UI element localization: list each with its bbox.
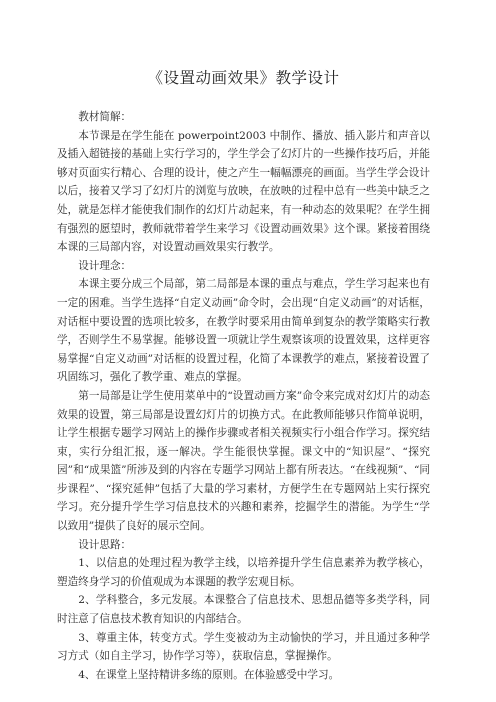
section-heading: 设计理念：	[78, 259, 132, 272]
list-item: 2、学科整合，多元发展。本课整合了信息技术、思想品德等多类学科，同时注意了信息技术教育知识的内部结合。	[57, 594, 430, 626]
list-item: 4、在课堂上坚持精讲多练的原则。在体验感受中学习。	[78, 668, 340, 681]
paragraph: 本课主要分成三个局部，第二局部是本课的重点与难点，学生学习起来也有一定的困难。当学生选择“自定义动画”命令时，会出现“自定义动画”的对话框，对话框中要设置的选项比较多，在教学时要采用由简单到复杂的教学策略实行教学，否则学生不易掌握。能够设置一项就让学生观察该项的设置效果，这样更容易掌握“自定义动画”对话框的设置过程，化简了本课教学的难点，紧接着设置了巩固练习，强化了教学重、难点的掌握。	[57, 278, 430, 384]
section-heading: 设计思路：	[78, 538, 132, 551]
section-textbook-brief	[57, 108, 430, 257]
section-design-concept	[57, 257, 430, 536]
section-heading: 教材简解：	[78, 111, 132, 123]
document-title: 《设置动画效果》教学设计	[147, 69, 340, 87]
list-item: 3、尊重主体，转变方式。学生变被动为主动愉快的学习，并且通过多种学习方式（如自主学习，协作学习等），获取信息，掌握操作。	[57, 631, 430, 663]
paragraph: 第一局部是让学生使用菜单中的“设置动画方案”命令来完成对幻灯片的动态效果的设置，第三局部是设置幻灯片的切换方式。在此教师能够只作简单说明，让学生根据专题学习网站上的操作步骤或者相关视频实行小组合作学习。探究结束，实行分组汇报，逐一解决。学生能很快掌握。课文中的“知识屋”、“探究园”和“成果篮”所涉及到的内容在专题学习网站上都有所表达。“在线视频”、“同步课程”、“探究延伸”包括了大量的学习素材，方便学生在专题网站上实行探究学习。充分提升学生学习信息技术的兴趣和素养，挖掘学生的潜能。为学生“学以致用”提供了良好的展示空间。	[57, 389, 430, 533]
paragraph: 本节课是在学生能在 powerpoint2003 中制作、播放、插入影片和声音以及插入超链接的基础上实行学习的，学生学会了幻灯片的一些操作技巧后，并能够对页面实行精心、合理的设计，使之产生一幅幅漂亮的画面。当学生学会设计以后，接着又学习了幻灯片的浏览与放映，在放映的过程中总有一些美中缺乏之处，就是怎样才能使我们制作的幻灯片动起来，有一种动态的效果呢？在学生拥有强烈的愿望时，教师就带着学生来学习《设置动画效果》这个课。紧接着围绕本课的三局部内容，对设置动画效果实行教学。	[57, 129, 430, 254]
section-design-ideas	[57, 536, 430, 685]
list-item: 1、以信息的处理过程为教学主线，以培养提升学生信息素养为教学核心，塑造终身学习的价值观成为本课题的教学宏观目标。	[57, 557, 430, 588]
